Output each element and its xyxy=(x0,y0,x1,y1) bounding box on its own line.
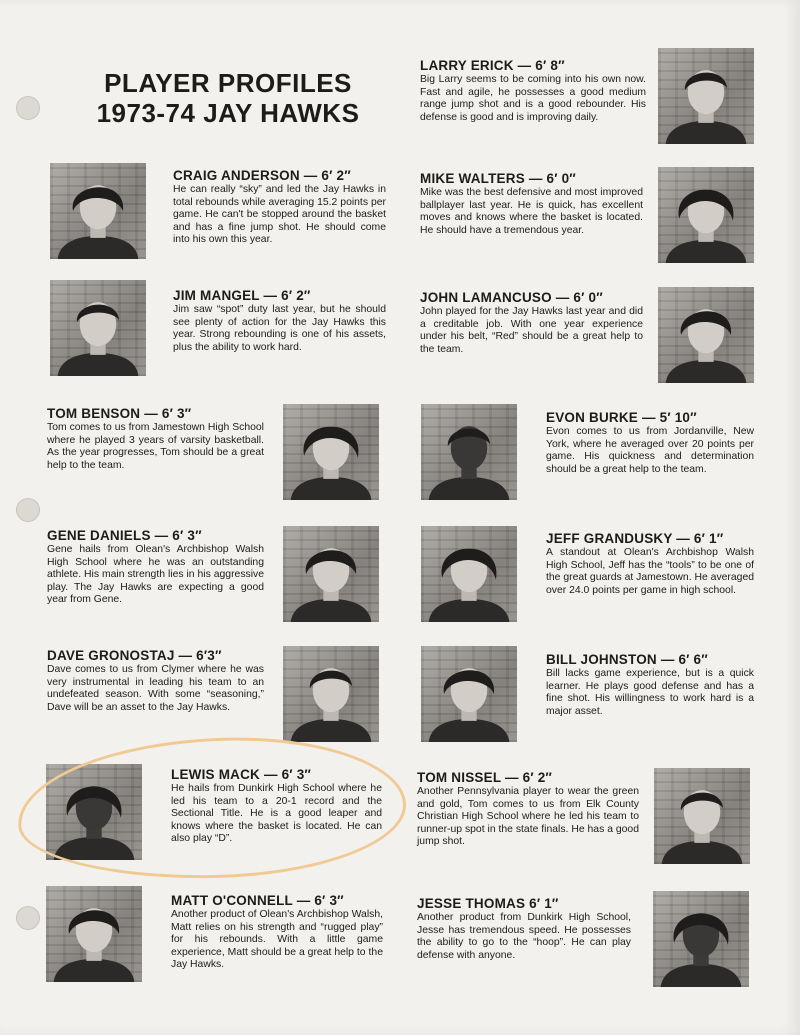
player-name: EVON BURKE — 5′ 10″ xyxy=(546,410,697,425)
player-description: Another product from Dunkirk High School, Jesse has tremendous speed. He possesses the ability to go to the “hoop”. He can play defense with anyone. xyxy=(417,912,631,961)
player-photo xyxy=(654,768,750,864)
player-name: LARRY ERICK — 6′ 8″ xyxy=(420,58,565,73)
profile-lewis-mack xyxy=(171,767,382,846)
player-name: GENE DANIELS — 6′ 3″ xyxy=(47,528,202,543)
profile-mike-walters xyxy=(420,171,643,237)
portrait-silhouette xyxy=(653,891,749,987)
player-description: Bill lacks game experience, but is a quick learner. He plays good defense and has a fine shot. His willingness to work hard is a major asset. xyxy=(546,668,754,717)
title-line-2: 1973-74 JAY HAWKS xyxy=(96,98,360,128)
player-photo xyxy=(658,167,754,263)
profile-evon-burke xyxy=(546,410,754,476)
player-photo xyxy=(50,280,146,376)
portrait-silhouette xyxy=(654,768,750,864)
page-title xyxy=(78,68,378,128)
player-photo xyxy=(283,404,379,500)
player-name: MIKE WALTERS — 6′ 0″ xyxy=(420,171,576,186)
profile-matt-oconnell xyxy=(171,893,383,972)
player-name: TOM NISSEL — 6′ 2″ xyxy=(417,770,553,785)
profile-dave-gronostaj xyxy=(47,648,264,714)
player-photo xyxy=(658,48,754,144)
portrait-silhouette xyxy=(50,163,146,259)
portrait-silhouette xyxy=(421,404,517,500)
profile-larry-erick xyxy=(420,58,646,124)
player-photo xyxy=(421,646,517,742)
player-name: DAVE GRONOSTAJ — 6′3″ xyxy=(47,648,222,663)
player-name: MATT O'CONNELL — 6′ 3″ xyxy=(171,893,344,908)
player-description: Gene hails from Olean's Archbishop Walsh High School where he was an outstanding athlete. His main strength lies in his aggressive play. The Jay Hawks are expecting a good year from Gene. xyxy=(47,544,264,606)
player-photo xyxy=(653,891,749,987)
player-photo xyxy=(46,886,142,982)
player-name: JOHN LAMANCUSO — 6′ 0″ xyxy=(420,290,603,305)
player-photo xyxy=(283,646,379,742)
player-description: John played for the Jay Hawks last year and did a creditable job. With one year experience under his belt, “Red” should be a great help to the team. xyxy=(420,306,643,355)
portrait-silhouette xyxy=(658,167,754,263)
player-name: JIM MANGEL — 6′ 2″ xyxy=(173,288,311,303)
player-photo xyxy=(421,526,517,622)
player-name: JEFF GRANDUSKY — 6′ 1″ xyxy=(546,531,724,546)
player-name: LEWIS MACK — 6′ 3″ xyxy=(171,767,312,782)
portrait-silhouette xyxy=(283,526,379,622)
player-name: CRAIG ANDERSON — 6′ 2″ xyxy=(173,168,351,183)
player-description: Another Pennsylvania player to wear the green and gold, Tom comes to us from Elk County Christian High School where he led his team to runner-up spot in the state finals. He has a good jump shot. xyxy=(417,786,639,848)
portrait-silhouette xyxy=(421,646,517,742)
profile-bill-johnston xyxy=(546,652,754,718)
profile-craig-anderson xyxy=(173,168,386,247)
binder-hole xyxy=(16,906,40,930)
player-description: Jim saw “spot” duty last year, but he should see plenty of action for the Jay Hawks this year. Strong rebounding is one of his assets, plus the ability to work hard. xyxy=(173,304,386,353)
player-name: BILL JOHNSTON — 6′ 6″ xyxy=(546,652,708,667)
portrait-silhouette xyxy=(283,646,379,742)
player-description: Mike was the best defensive and most improved ballplayer last year. He is quick, has excellent moves and knows where the basket is located. He should have a tremendous year. xyxy=(420,187,643,236)
profile-john-lamancuso xyxy=(420,290,643,356)
portrait-silhouette xyxy=(421,526,517,622)
portrait-silhouette xyxy=(283,404,379,500)
profile-tom-benson xyxy=(47,406,264,472)
portrait-silhouette xyxy=(658,48,754,144)
player-photo xyxy=(421,404,517,500)
player-photo xyxy=(283,526,379,622)
player-name: JESSE THOMAS 6′ 1″ xyxy=(417,896,559,911)
player-description: Evon comes to us from Jordanville, New York, where he averaged over 20 points per game. His quickness and determination should be a great help to the team. xyxy=(546,426,754,475)
profile-jesse-thomas xyxy=(417,896,631,962)
player-description: He can really “sky” and led the Jay Hawks in total rebounds while averaging 15.2 points per game. He can't be stopped around the basket and has a fine jump shot. He should come into his own this year. xyxy=(173,184,386,246)
player-photo xyxy=(50,163,146,259)
portrait-silhouette xyxy=(46,886,142,982)
player-name: TOM BENSON — 6′ 3″ xyxy=(47,406,192,421)
player-photo xyxy=(658,287,754,383)
player-description: Big Larry seems to be coming into his own now. Fast and agile, he possesses a good medium range jump shot and is a good rebounder. His defense is good and is improving daily. xyxy=(420,74,646,123)
player-description: Dave comes to us from Clymer where he was very instrumental in leading his team to an undefeated season. With some “seasoning,” Dave will be an asset to the Jay Hawks. xyxy=(47,664,264,713)
portrait-silhouette xyxy=(50,280,146,376)
player-description: Another product of Olean's Archbishop Walsh, Matt relies on his strength and “rugged play” for his rebounds. With a little game experience, Matt should be a great help to the Jay Hawks. xyxy=(171,909,383,971)
player-description: Tom comes to us from Jamestown High School where he played 3 years of varsity basketball. As the year progresses, Tom should be a great help to the team. xyxy=(47,422,264,471)
binder-hole xyxy=(16,498,40,522)
portrait-silhouette xyxy=(658,287,754,383)
binder-hole xyxy=(16,96,40,120)
profile-gene-daniels xyxy=(47,528,264,607)
profile-jeff-grandusky xyxy=(546,531,754,597)
profile-jim-mangel xyxy=(173,288,386,354)
profile-tom-nissel xyxy=(417,770,639,849)
title-line-1: PLAYER PROFILES xyxy=(104,68,352,98)
player-description: A standout at Olean's Archbishop Walsh High School, Jeff has the “tools” to be one of the great guards at Jamestown. He averaged over 24.0 points per game in high school. xyxy=(546,547,754,596)
player-description: He hails from Dunkirk High School where he led his team to a 20-1 record and the Sectional Title. He is a good leaper and knows where the basket is located. He can also play “D”. xyxy=(171,783,382,845)
